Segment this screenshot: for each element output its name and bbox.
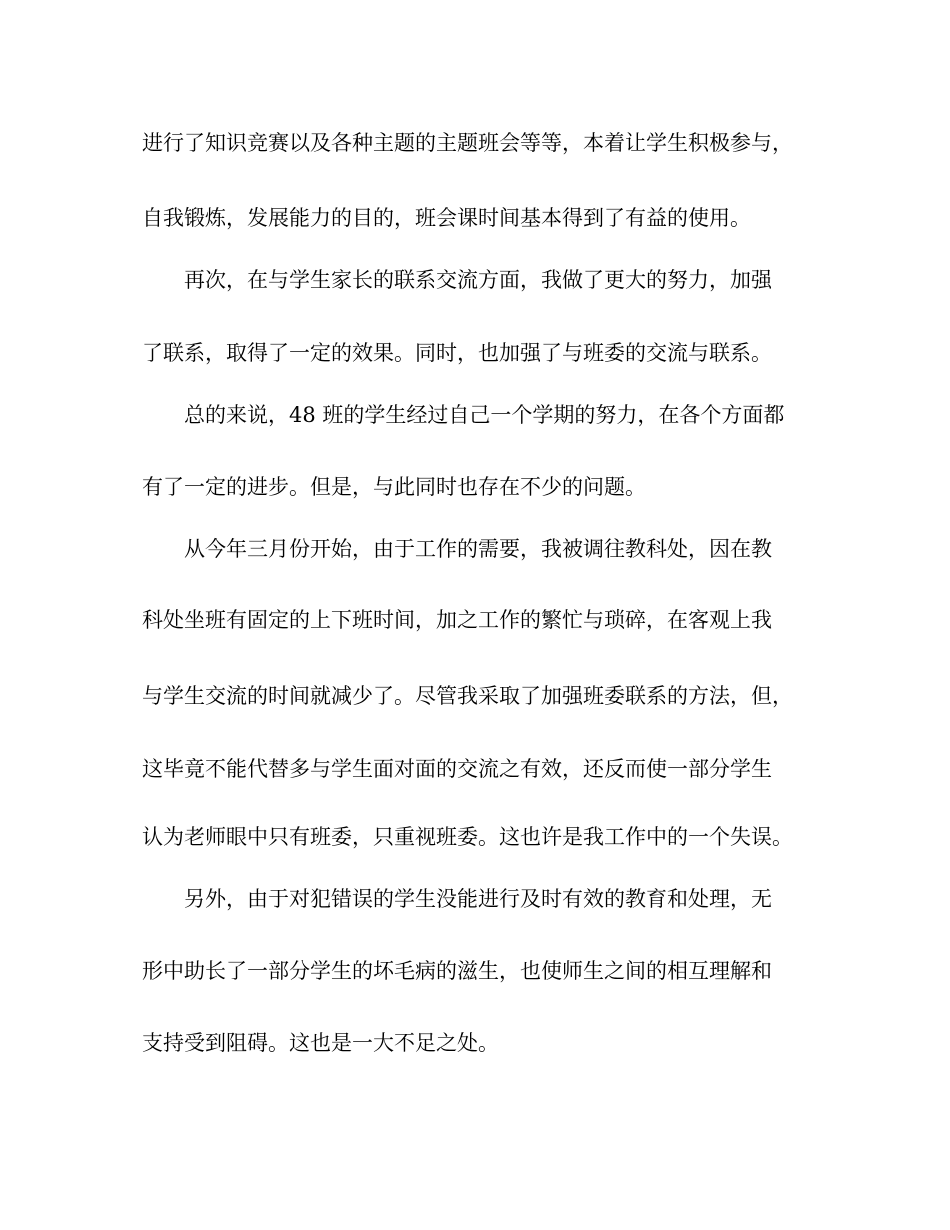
- text-line: 与学生交流的时间就减少了。尽管我采取了加强班委联系的方法，但，: [142, 684, 793, 708]
- text-line: 支持受到阻碍。这也是一大不足之处。: [142, 1031, 499, 1055]
- paragraph-first-line: 再次，在与学生家长的联系交流方面，我做了更大的努力，加强: [184, 268, 772, 292]
- text-line: 自我锻炼，发展能力的目的，班会课时间基本得到了有益的使用。: [142, 206, 751, 230]
- paragraph-first-line: 从今年三月份开始，由于工作的需要，我被调往教科处，因在教: [184, 537, 772, 561]
- text-line: 科处坐班有固定的上下班时间，加之工作的繁忙与琐碎，在客观上我: [142, 608, 772, 632]
- text-line: 有了一定的进步。但是，与此同时也存在不少的问题。: [142, 475, 646, 499]
- paragraph-first-line: 另外，由于对犯错误的学生没能进行及时有效的教育和处理，无: [184, 887, 772, 911]
- paragraph-first-line: 总的来说，48 班的学生经过自己一个学期的努力，在各个方面都: [184, 403, 785, 427]
- text-line: 形中助长了一部分学生的坏毛病的滋生，也使师生之间的相互理解和: [142, 959, 772, 983]
- text-line: 认为老师眼中只有班委，只重视班委。这也许是我工作中的一个失误。: [142, 825, 793, 849]
- text-line: 这毕竟不能代替多与学生面对面的交流之有效，还反而使一部分学生: [142, 757, 772, 781]
- text-line: 了联系，取得了一定的效果。同时，也加强了与班委的交流与联系。: [142, 341, 772, 365]
- text-line: 进行了知识竞赛以及各种主题的主题班会等等，本着让学生积极参与，: [142, 131, 793, 155]
